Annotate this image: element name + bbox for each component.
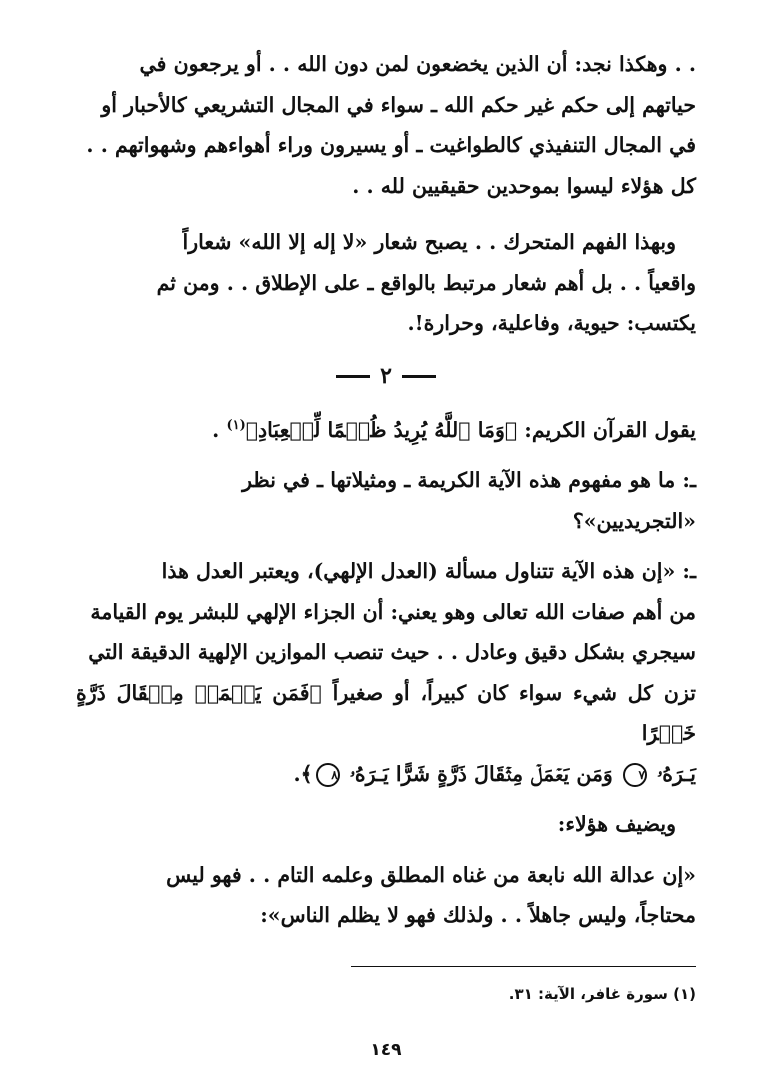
sentence-end: . [212, 417, 227, 442]
text-line: كل هؤلاء ليسوا بموحدين حقيقيين لله . . [352, 173, 696, 198]
quran-verse: ﴿وَمَا ٱللَّهُ يُرِيدُ ظُلۡمًا لِّلۡعِبَادِ﴾ [245, 417, 518, 442]
section-number-value: ٢ [380, 362, 392, 389]
paragraph-quran-quote [76, 410, 696, 451]
ayah-number-marker: ٨ [316, 763, 340, 787]
footnote-reference: (١) [226, 417, 246, 433]
dash-left [402, 375, 436, 378]
verse-end: ﴾. [293, 761, 313, 786]
verse-part-a: يَـرَهُۥ [657, 761, 696, 786]
text-line: «التجريديين»؟ [572, 508, 696, 533]
footnote: (١) سورة غافر، الآية: ٣١. [508, 985, 696, 1003]
paragraph-final [76, 855, 696, 936]
text-line: محتاجاً، وليس جاهلاً . . ولذلك فهو لا يظلم الناس»: [260, 903, 696, 927]
paragraph-tawhid [76, 44, 696, 206]
text-line: سيجري بشكل دقيق وعادل . . حيث تنصب الموازين الإلهية الدقيقة التي [88, 640, 696, 664]
text-line [76, 754, 696, 795]
text-line: حياتهم إلى حكم غير حكم الله ـ سواء في المجال التشريعي كالأحبار أو [101, 92, 696, 117]
text-line: تزن كل شيء سواء كان كبيراً، أو صغيراً ﴿فَمَن يَعۡمَلۡ مِثۡقَالَ ذَرَّةٍ خَيۡرًا [76, 680, 696, 745]
section-number [76, 356, 696, 396]
verse-part-b: وَمَن يَعۡمَلۡ مِثۡقَالَ ذَرَّةٍ شَرًّا يَـرَهُۥ [349, 761, 613, 786]
footnote-divider [351, 966, 696, 967]
text-line: وبهذا الفهم المتحرك . . يصبح شعار «لا إله إلا الله» شعاراً [182, 230, 676, 254]
text-line: ـ: ما هو مفهوم هذه الآية الكريمة ـ ومثيلاتها ـ في نظر [242, 468, 696, 492]
paragraph-addition [76, 804, 696, 845]
page-number: ١٤٩ [370, 1040, 402, 1060]
text-line: . . وهكذا نجد: أن الذين يخضعون لمن دون الله . . أو يرجعون في [139, 52, 696, 76]
text-line: ـ: «إن هذه الآية تتناول مسألة (العدل الإلهي)، ويعتبر العدل هذا [161, 559, 696, 583]
paragraph-question [76, 460, 696, 541]
text-line: من أهم صفات الله تعالى وهو يعني: أن الجزاء الإلهي للبشر يوم القيامة [90, 599, 696, 624]
text-line: ويضيف هؤلاء: [557, 812, 676, 836]
ayah-number-marker: ٧ [623, 763, 647, 787]
text-line: يكتسب: حيوية، وفاعلية، وحرارة!. [407, 311, 696, 335]
paragraph-slogan [76, 222, 696, 344]
quran-intro: يقول القرآن الكريم: [517, 417, 696, 442]
text-line: في المجال التنفيذي كالطواغيت ـ أو يسيرون وراء أهواءهم وشهواتهم . . [86, 133, 696, 157]
dash-right [336, 375, 370, 378]
text-line: واقعياً . . بل أهم شعار مرتبط بالواقع ـ على الإطلاق . . ومن ثم [156, 270, 696, 295]
text-line: «إن عدالة الله نابعة من غناه المطلق وعلمه التام . . فهو ليس [166, 862, 696, 887]
paragraph-answer [76, 551, 696, 794]
text-line [76, 410, 696, 451]
